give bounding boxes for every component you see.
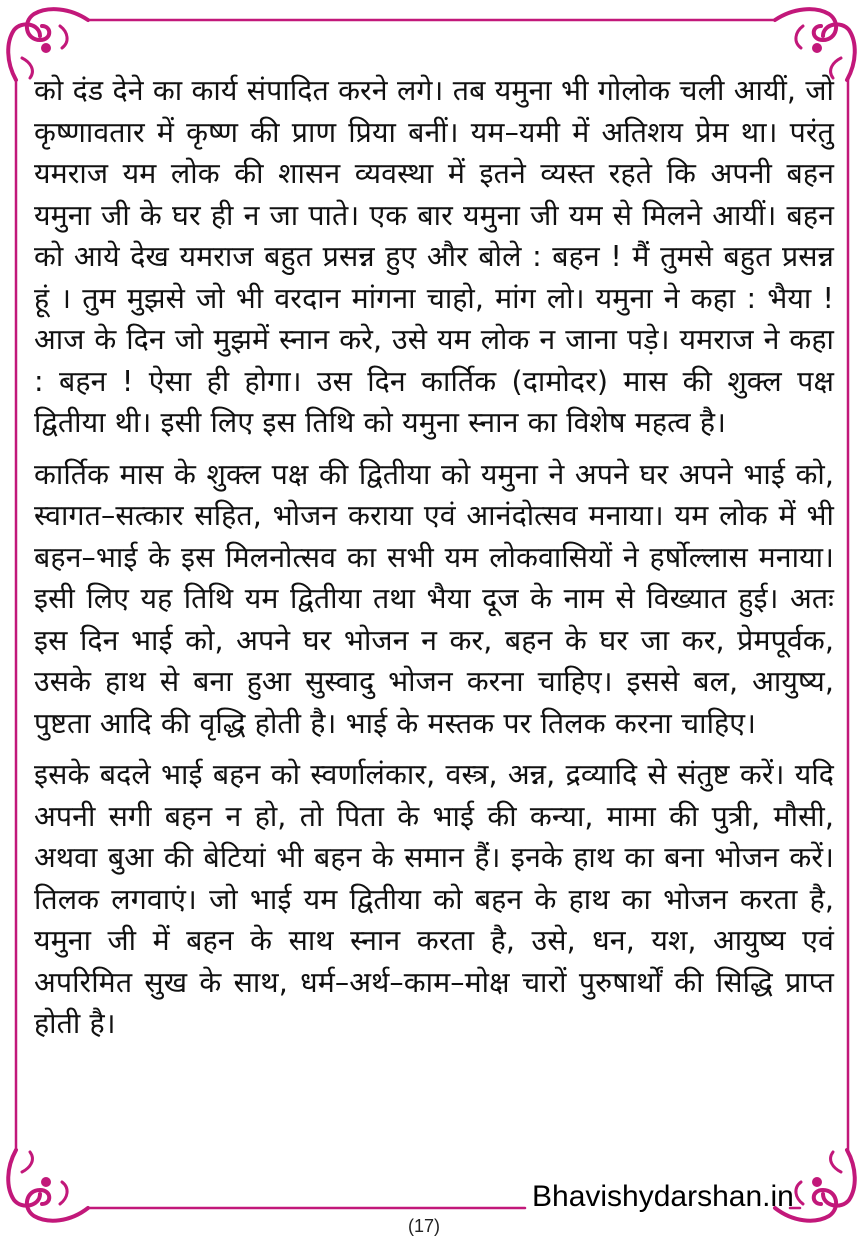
corner-ornament-bottom-left (8, 1150, 88, 1221)
paragraph-3: इसके बदले भाई बहन को स्वर्णालंकार, वस्त्र, अन्न, द्रव्यादि से संतुष्ट करें। यदि अपनी सगी बहन न हो, तो पिता के भाई की कन्या, मामा की पुत्री, मौसी, अथवा बुआ की बेटियां भी बहन के समान हैं। इनके हाथ का बना भोजन करें। तिलक लगवाएं। जो भाई यम द्वितीया को बहन के हाथ का भोजन करता है, यमुना जी में बहन के साथ स्नान करता है, उसे, धन, यश, आयुष्य एवं अपरिमित सुख के साथ, धर्म–अर्थ–काम–मोक्ष चारों पुरुषार्थों की सिद्धि प्राप्त होती है। (34, 758, 834, 1040)
paragraph-1: को दंड देने का कार्य संपादित करने लगे। तब यमुना भी गोलोक चली आयीं, जो कृष्णावतार में कृष्ण की प्राण प्रिया बनीं। यम–यमी में अतिशय प्रेम था। परंतु यमराज यम लोक की शासन व्यवस्था में इतने व्यस्त रहते कि अपनी बहन यमुना जी के घर ही न जा पाते। एक बार यमुना जी यम से मिलने आयीं। बहन को आये देख यमराज बहुत प्रसन्न हुए और बोले : बहन ! मैं तुमसे बहुत प्रसन्न हूं । तुम मुझसे जो भी वरदान मांगना चाहो, मांग लो। यमुना ने कहा : भैया ! आज के दिन जो मुझमें स्नान करे, उसे यम लोक न जाना पड़े। यमराज ने कहा : बहन ! ऐसा ही होगा। उस दिन कार्तिक (दामोदर) मास की शुक्ल पक्ष द्वितीया थी। इसी लिए इस तिथि को यमुना स्नान का विशेष महत्व है। (34, 74, 834, 439)
document-body (34, 70, 834, 1055)
paragraph-2: कार्तिक मास के शुक्ल पक्ष की द्वितीया को यमुना ने अपने घर अपने भाई को, स्वागत–सत्कार सहित, भोजन कराया एवं आनंदोत्सव मनाया। यम लोक में भी बहन–भाई के इस मिलनोत्सव का सभी यम लोकवासियों ने हर्षोल्लास मनाया। इसी लिए यह तिथि यम द्वितीया तथा भैया दूज के नाम से विख्यात हुई। अतः इस दिन भाई को, अपने घर भोजन न कर, बहन के घर जा कर, प्रेमपूर्वक, उसके हाथ से बना हुआ सुस्वादु भोजन करना चाहिए। इससे बल, आयुष्य, पुष्टता आदि की वृद्धि होती है। भाई के मस्तक पर तिलक करना चाहिए। (34, 457, 834, 740)
page-number: (17) (408, 1216, 441, 1236)
site-watermark: Bhavishydarshan.in (532, 1180, 794, 1213)
